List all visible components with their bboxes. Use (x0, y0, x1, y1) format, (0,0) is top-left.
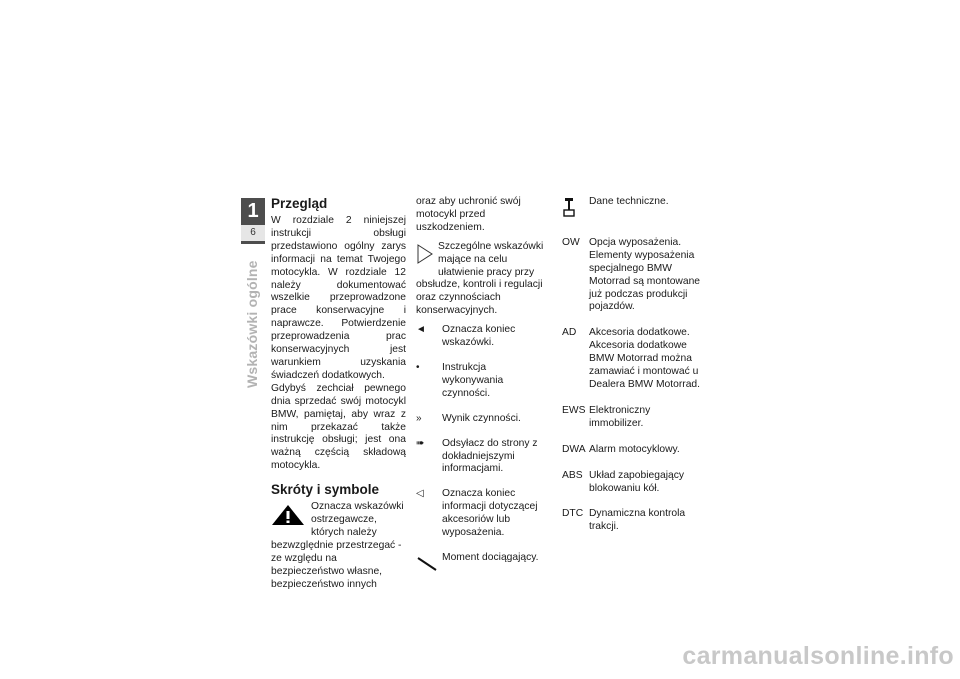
abbreviation: DTC (562, 508, 584, 520)
abbreviation-row (562, 444, 702, 457)
symbol-row (416, 324, 550, 350)
bullet-icon: • (416, 361, 420, 373)
symbol-row (416, 362, 550, 401)
column-2 (416, 196, 550, 591)
technical-data-icon (562, 196, 576, 218)
hint-block (416, 241, 550, 318)
abbreviation: ABS (562, 469, 583, 481)
symbol-list (416, 324, 550, 579)
abbreviation-row (562, 237, 702, 314)
warning-block (271, 501, 406, 591)
warning-triangle-icon (271, 504, 305, 526)
abbreviation: DWA (562, 443, 586, 455)
abbreviation-row (562, 508, 702, 534)
symbol-row (416, 552, 550, 579)
symbol-description: Odsyłacz do strony z dokładniejszymi informacjami. (442, 437, 538, 475)
end-of-accessory-icon: ◁ (416, 488, 424, 500)
abbreviation-row (562, 470, 702, 496)
abbreviation-description: Elektroniczny immobilizer. (589, 404, 651, 429)
column-3 (562, 196, 702, 547)
symbol-description: Instrukcja wykonywania czynności. (442, 361, 504, 399)
chapter-tab (241, 198, 265, 244)
tech-data-description: Dane techniczne. (589, 196, 669, 207)
abbreviation-description: Alarm motocyklowy. (589, 443, 680, 455)
end-of-note-icon: ◄ (416, 324, 426, 336)
symbol-row (416, 438, 550, 477)
abbreviation-description: Opcja wyposażenia. Elementy wyposażenia specjalnego BMW Motorrad są montowane już podczas produkcji pojazdów. (589, 236, 701, 313)
overview-paragraph-2: Gdybyś zechciał pewnego dnia sprzedać swój motocykl BMW, pamiętaj, aby wraz z nim przekazać także instrukcję obsługi; jest ona ważną częścią składową motocykla. (271, 382, 406, 472)
watermark: carmanualsonline.info (682, 642, 954, 670)
hint-triangle-icon (416, 243, 434, 265)
abbreviation-description: Dynamiczna kontrola trakcji. (589, 508, 686, 533)
hint-text: Szczególne wskazówki mające na celu ułatwienie pracy przy obsłudze, kontroli i regulacji oraz czynnościach konserwacyjnych. (416, 240, 544, 317)
abbreviation: AD (562, 327, 577, 339)
symbol-row (416, 488, 550, 540)
abbreviation: OW (562, 236, 580, 248)
symbols-heading: Skróty i symbole (271, 482, 380, 498)
symbol-description: Oznacza koniec wskazówki. (442, 324, 516, 349)
warning-text: Oznacza wskazówki ostrzegawcze, których należy bezwzględnie przestrzegać - ze względu na bezpieczeństwo własne, bezpieczeństwo innych (271, 501, 404, 590)
abbreviation-description: Akcesoria dodatkowe. Akcesoria dodatkowe BMW Motorrad można zamawiać i montować u Dealera BMW Motorrad. (589, 327, 701, 390)
column-1 (271, 196, 406, 591)
abbreviation-description: Układ zapobiegający blokowaniu kół. (589, 469, 685, 494)
warning-continuation: oraz aby uchronić swój motocykl przed uszkodzeniem. (416, 196, 521, 233)
abbreviation: EWS (562, 404, 586, 416)
overview-paragraph-1: W rozdziale 2 niniejszej instrukcji obsługi przedstawiono ogólny zarys informacji na temat Twojego motocykla. W rozdziale 12 należy dokumentować wszelkie przeprowadzone prace konserwacyjne i naprawcze. Potwierdzenie przeprowadzenia prac konserwacyjnych jest warunkiem uzyskania świadczeń dodatkowych. (271, 215, 406, 381)
page-reference-arrow-icon: ➠ (416, 437, 425, 449)
torque-description: Moment dociągający. (442, 551, 539, 563)
symbol-row (416, 413, 550, 426)
symbol-description: Wynik czynności. (442, 412, 521, 424)
overview-heading: Przegląd (271, 196, 328, 211)
result-icon: » (416, 412, 422, 424)
abbreviation-row (562, 327, 702, 392)
torque-wrench-icon (416, 552, 438, 574)
chapter-title: Wskazówki ogólne (244, 260, 260, 388)
chapter-number: 1 (247, 200, 259, 222)
page-number: 6 (241, 225, 265, 241)
tech-data-row (562, 196, 702, 223)
symbol-description: Oznacza koniec informacji dotyczącej akcesoriów lub wyposażenia. (442, 488, 538, 539)
abbreviation-row (562, 405, 702, 431)
